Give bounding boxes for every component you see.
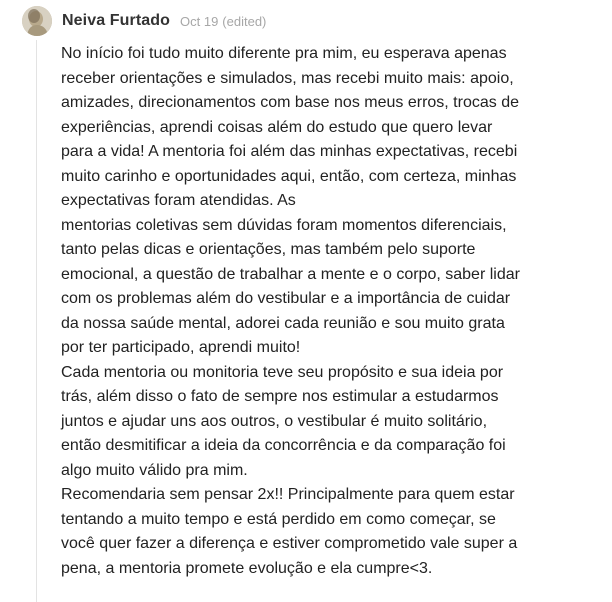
user-avatar-icon[interactable] [22,6,52,36]
comment-text-line: No início foi tudo muito diferente pra mim, eu esperava apenas [61,45,507,62]
comment-date[interactable]: Oct 19 [180,13,219,29]
comment-text-line: Recomendaria sem pensar 2x!! Principalmente para quem estar [61,486,515,503]
comment-text-line: para a vida! A mentoria foi além das minhas expectativas, recebi [61,143,518,160]
comment-meta [180,14,266,29]
comment-text-line: Cada mentoria ou monitoria teve seu propósito e sua ideia por [61,363,504,381]
author-name[interactable]: Neiva Furtado [62,12,170,29]
comment-text-line: juntos e ajudar uns aos outros, o vestibular é muito solitário, [61,412,488,430]
comment-text-line: receber orientações e simulados, mas recebi muito mais: apoio, [61,69,514,87]
thread-line [36,40,37,602]
comment-text-line: você quer fazer a diferença e estiver comprometido vale super a [61,535,518,552]
comment-text-line: amizades, direcionamentos com base nos meus erros, trocas de [61,94,519,111]
comment-text-line: tanto pelas dicas e orientações, mas também pelo suporte [61,241,476,258]
comment-header [22,3,266,39]
comment-text-line: pena, a mentoria promete evolução e ela cumpre<3. [61,559,433,577]
edited-label: (edited) [222,13,267,29]
comment-text-line: trás, além disso o fato de sempre nos estimular a estudarmos [61,388,499,405]
comment-text-line: emocional, a questão de trabalhar a mente e o corpo, saber lidar [61,265,520,283]
comment-text-line: algo muito válido pra mim. [61,461,248,479]
comment-text-line: experiências, aprendi coisas além do estudo que quero levar [61,118,493,136]
comment-text-line: então desmitificar a ideia da concorrência e da comparação foi [61,437,506,454]
comment-text-line: muito carinho e oportunidades aqui, então, com certeza, minhas [61,167,517,185]
comment-text-line: da nossa saúde mental, adorei cada reunião e sou muito grata [61,314,505,332]
comment-text-line: por ter participado, aprendi muito! [61,339,301,356]
comment-text-line: mentorias coletivas sem dúvidas foram momentos diferenciais, [61,216,507,234]
comment-text-line: tentando a muito tempo e está perdido em como começar, se [61,510,496,528]
comment-text-line: com os problemas além do vestibular e a importância de cuidar [61,290,511,307]
comment-text-line: expectativas foram atendidas. As [61,192,296,209]
comment-body [61,42,561,581]
